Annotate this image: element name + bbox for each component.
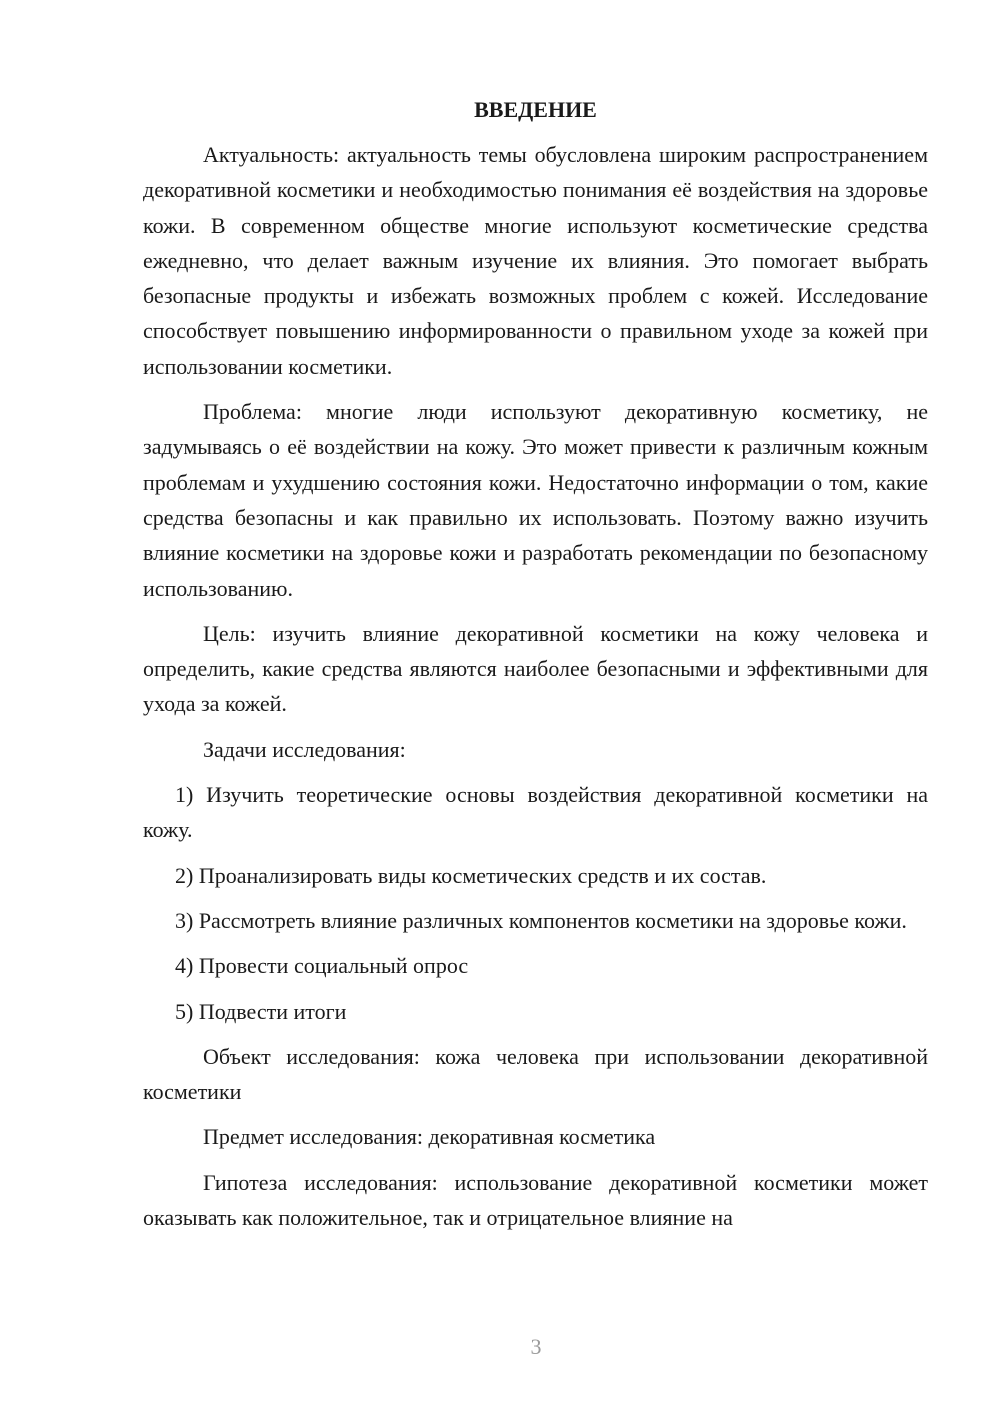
task-item-3: 3) Рассмотреть влияние различных компонентов косметики на здоровье кожи. xyxy=(175,907,907,933)
page-number: 3 xyxy=(530,1334,542,1359)
task-item-5: 5) Подвести итоги xyxy=(175,998,347,1024)
paragraph-goal: Цель: изучить влияние декоративной косметики на кожу человека и определить, какие средства являются наиболее безопасными и эффективными для ухода за кожей. xyxy=(143,620,928,717)
task-item-1: 1) Изучить теоретические основы воздействия декоративной косметики на кожу. xyxy=(143,782,928,843)
paragraph-relevance: Актуальность: актуальность темы обусловлена широким распространением декоративной косметики и необходимостью понимания её воздействия на здоровье кожи. В современном обществе многие используют косметические средства ежедневно, что делает важным изучение их влияния. Это помогает выбрать безопасные продукты и избежать возможных проблем с кожей. Исследование способствует повышению информированности о правильном уходе за кожей при использовании косметики. xyxy=(143,142,928,379)
paragraph-hypothesis: Гипотеза исследования: использование декоративной косметики может оказывать как положительное, так и отрицательное влияние на xyxy=(143,1169,928,1231)
paragraph-problem: Проблема: многие люди используют декоративную косметику, не задумываясь о её воздействии на кожу. Это может привести к различным кожным проблемам и ухудшению состояния кожи. Недостаточно информации о том, какие средства безопасны и как правильно их использовать. Поэтому важно изучить влияние косметики на здоровье кожи и разработать рекомендации по безопасному использованию. xyxy=(143,399,928,601)
task-item-4: 4) Провести социальный опрос xyxy=(175,953,469,979)
document-page xyxy=(143,92,928,1245)
paragraph-subject: Предмет исследования: декоративная косметика xyxy=(203,1124,656,1150)
section-title: ВВЕДЕНИЕ xyxy=(474,97,597,122)
task-item-2: 2) Проанализировать виды косметических средств и их состав. xyxy=(175,862,767,888)
paragraph-object: Объект исследования: кожа человека при использовании декоративной косметики xyxy=(143,1043,928,1105)
paragraph-tasks-heading: Задачи исследования: xyxy=(203,736,406,762)
